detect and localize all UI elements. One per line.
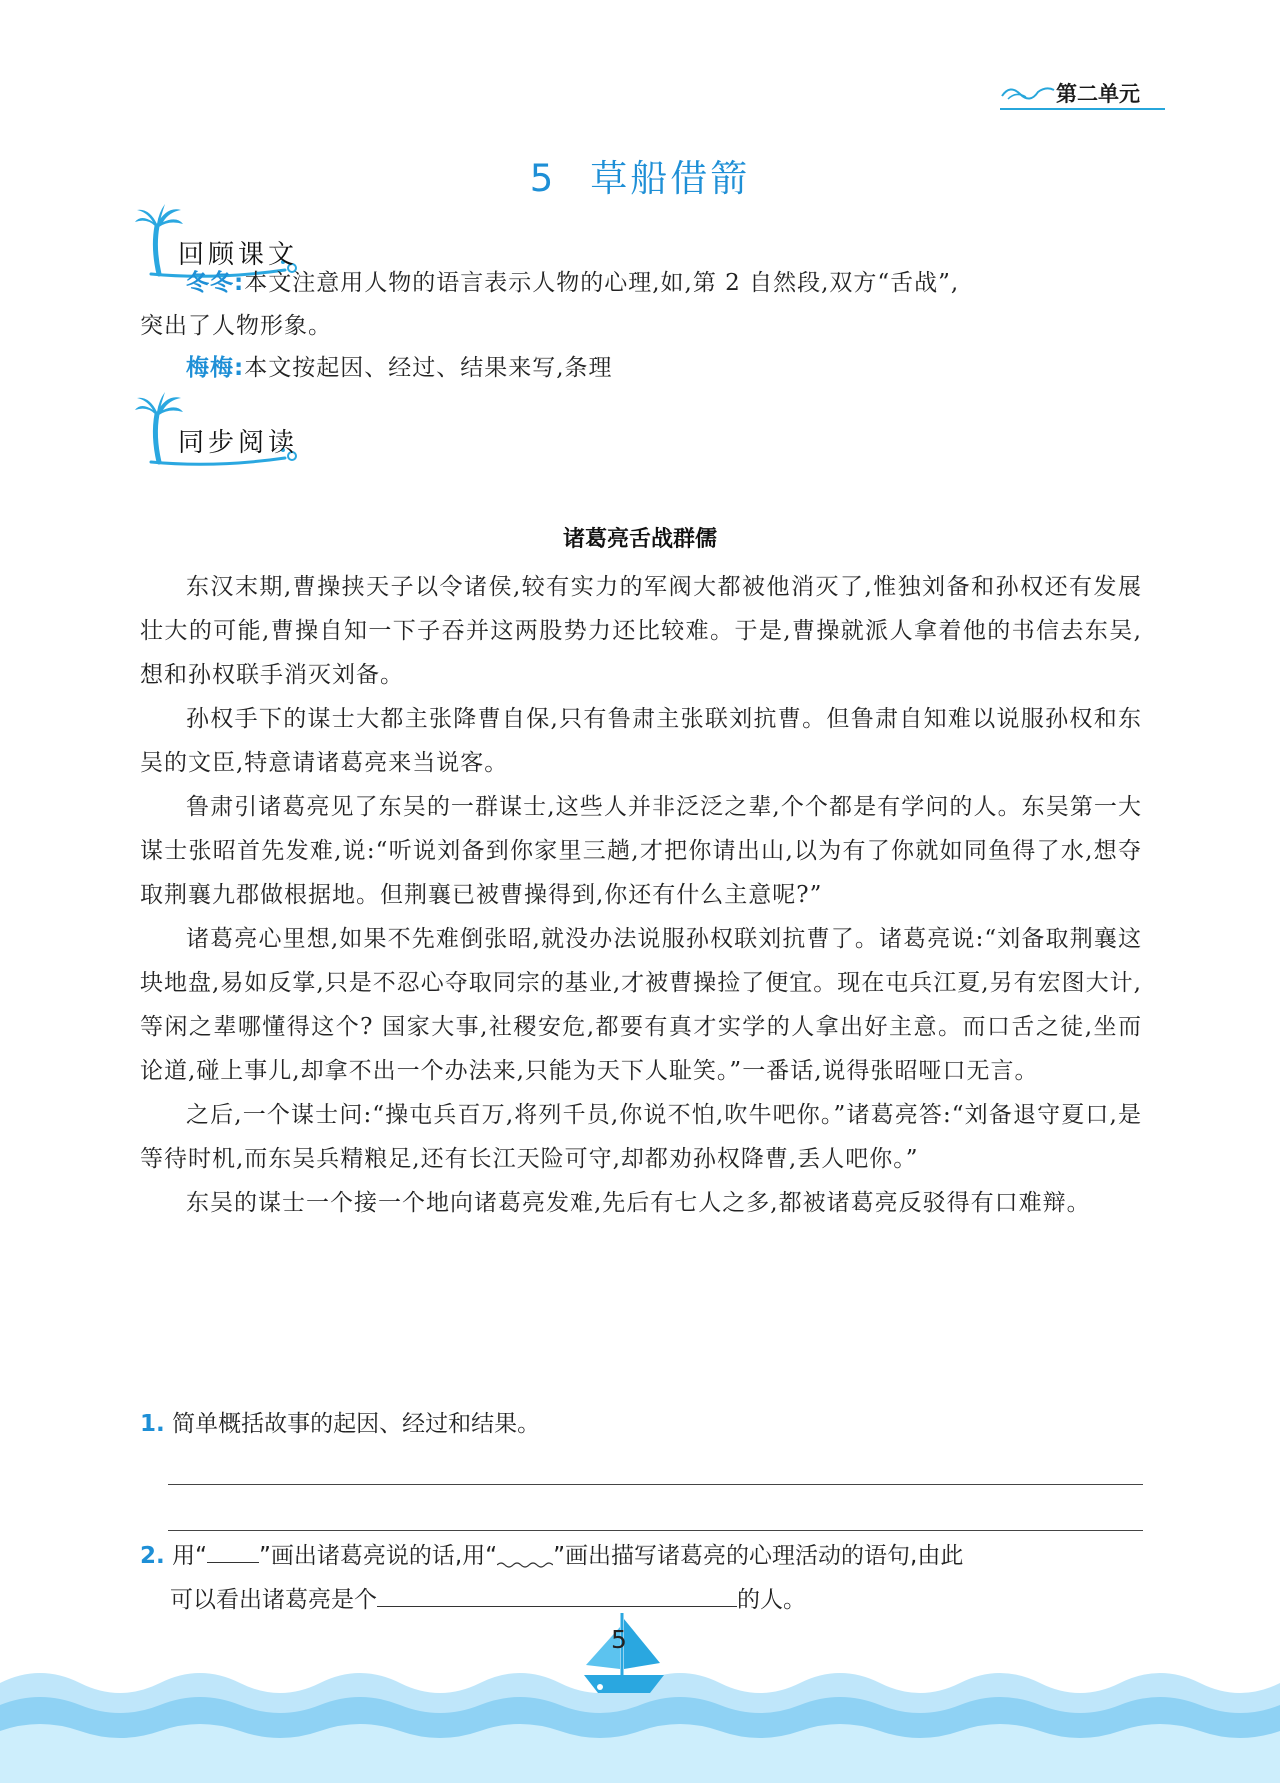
speaker-dongdong: 冬冬: [186,270,245,296]
section-sync-header [135,388,335,468]
story-title: 诸葛亮舌战群儒 [562,527,717,552]
answer-line[interactable] [168,1530,1143,1531]
story-paragraph: 东吴的谋士一个接一个地向诸葛亮发难,先后有七人之多,都被诸葛亮反驳得有口难辩。 [186,1190,1091,1216]
story-paragraph: 孙权手下的谋士大都主张降曹自保,只有鲁肃主张联刘抗曹。但鲁肃自知难以说服孙权和东吴的文臣,特意请诸葛亮来当说客。 [140,706,1142,776]
page-number: 5 [611,1625,627,1654]
review-line-2: 梅梅:本文按起因、经过、结果来写,条理 [186,355,613,381]
unit-header [1000,78,1165,110]
section-sync-label: 同步阅读 [178,428,299,458]
answer-line[interactable] [168,1484,1143,1485]
straight-underline-sample [207,1540,259,1563]
story-paragraph: 诸葛亮心里想,如果不先难倒张昭,就没办法说服孙权联刘抗曹了。诸葛亮说:“刘备取荆襄这块地盘,易如反掌,只是不忍心夺取同宗的基业,才被曹操捡了便宜。现在屯兵江夏,另有宏图大计,等闲之辈哪懂得这个? 国家大事,社稷安危,都要有真才实学的人拿出好主意。而口舌之徒,坐而论道,碰上事儿,却拿不出一个办法来,只能为天下人耻笑。”一番话,说得张昭哑口无言。 [140,926,1142,1084]
question-text: 简单概括故事的起因、经过和结果。 [172,1411,541,1437]
question-number: 2. [140,1543,165,1569]
review-line-1: 冬冬:本文注意用人物的语言表示人物的心理,如,第 2 自然段,双方“舌战”, 突出了人物形象。 [140,270,960,339]
unit-underline [1000,108,1165,110]
story-body [140,565,1142,1225]
question-number: 1. [140,1411,165,1437]
question-1 [140,1402,1150,1446]
unit-label: 第二单元 [1056,82,1140,106]
lesson-title [0,148,1280,202]
story-paragraph: 之后,一个谋士问:“操屯兵百万,将列千员,你说不怕,吹牛吧你。”诸葛亮答:“刘备退守夏口,是等待时机,而东吴兵精粮足,还有长江天险可守,却都劝孙权降曹,丢人吧你。” [140,1102,1142,1172]
answer-blank[interactable] [377,1584,737,1607]
wave-decoration-icon [1000,82,1056,102]
speaker-meimei: 梅梅: [186,355,245,381]
story-paragraph: 东汉末期,曹操挟天子以令诸侯,较有实力的军阀大都被他消灭了,惟独刘备和孙权还有发展壮大的可能,曹操自知一下子吞并这两股势力还比较难。于是,曹操就派人拿着他的书信去东吴,想和孙权联手消灭刘备。 [140,574,1142,688]
footer-wave-decoration [0,1613,1280,1783]
story-paragraph: 鲁肃引诸葛亮见了东吴的一群谋士,这些人并非泛泛之辈,个个都是有学问的人。东吴第一大谋士张昭首先发难,说:“听说刘备到你家里三趟,才把你请出山,以为有了你就如同鱼得了水,想夺取荆襄九郡做根据地。但荆襄已被曹操得到,你还有什么主意呢?” [140,794,1142,908]
question-2: 2. 用“ ”画出诸葛亮说的话,用“ ”画出描写诸葛亮的心理活动的语句,由此 可以看出诸葛亮是个 的人。 [140,1534,1150,1622]
lesson-title-text: 草船借箭 [590,157,751,200]
section-review-label: 回顾课文 [178,240,299,270]
wavy-underline-sample [497,1541,553,1563]
lesson-number: 5 [529,157,557,200]
